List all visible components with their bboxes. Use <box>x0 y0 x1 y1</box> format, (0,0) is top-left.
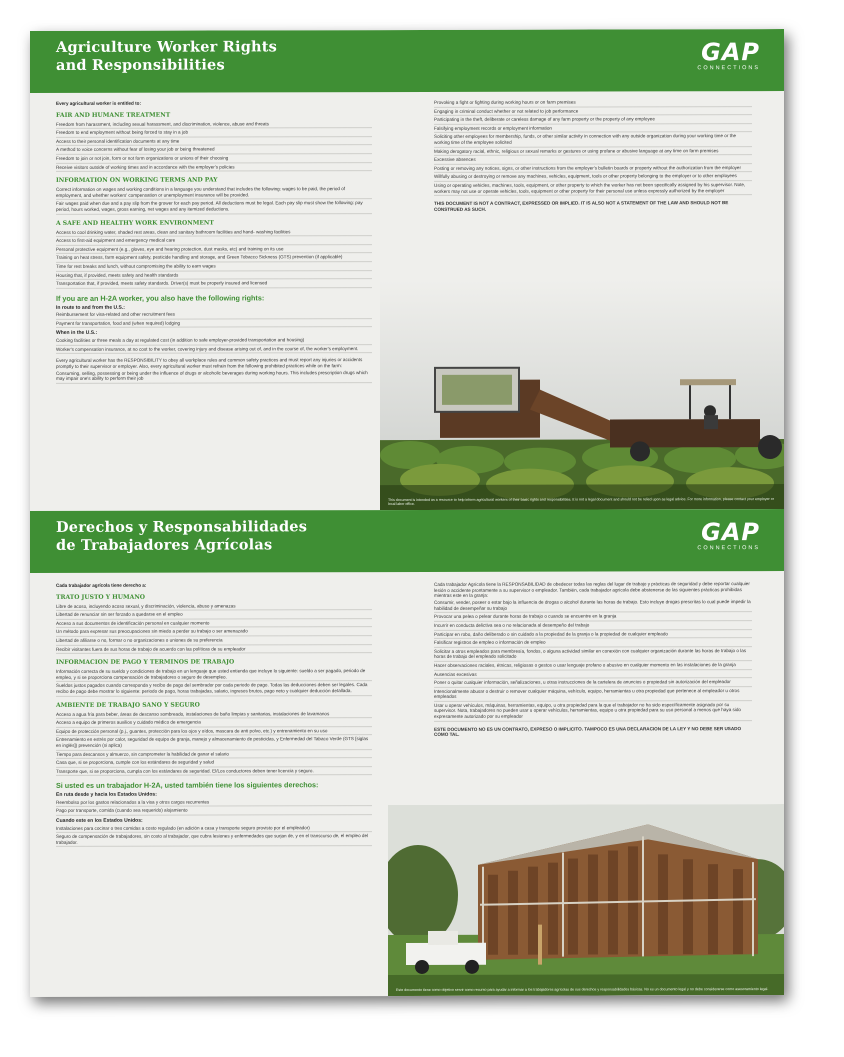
list-item: Fair wages paid when due and a pay slip from the grower for each pay period. All deductions must be legal. Each pay slip must show the following: pay period, hours worked, wages, gross earning, net wages and any itemized deductions. <box>56 200 372 214</box>
logo-mark: GAP <box>701 518 760 547</box>
list-item: Incurrir en conducta delictiva sea o no relacionada al desempeño del trabajo <box>434 622 752 630</box>
list-item: Participating in the theft, deliberate or careless damage of any farm property or the property of any employee <box>434 116 752 124</box>
list-item: Participar en robo, daño deliberado o sin cuidado a la propiedad de la granja o la propiedad de cualquier empleado <box>434 631 752 639</box>
subheading: When in the U.S.: <box>56 330 98 337</box>
english-right-column <box>434 99 752 214</box>
header-band-spanish <box>30 509 784 573</box>
tobacco-barn-photo <box>388 804 784 996</box>
list-item: Soliciting other employees for membership, funds, or other similar activity in connection with any outside organization during your working time or the working time of the employee solicited <box>434 133 752 147</box>
list-item: Falsificar registros de empleo o información de empleo <box>434 639 752 647</box>
list-item: Willfully abusing or destroying or remove any machines, vehicles, equipment, tools or other property belonging to the employer or to other employees <box>434 173 752 181</box>
gap-connections-logo <box>697 519 760 551</box>
english-left-column <box>56 100 372 385</box>
list-item: Housing that, if provided, meets safety and health standards <box>56 272 372 280</box>
list-item: Libre de acoso, incluyendo acoso sexual, y discriminación, violencia, abuso y amenazas <box>56 603 372 611</box>
list-item: Acceso a sus documentos de identificación personal en cualquier momento <box>56 620 372 628</box>
list-item: Entrenamiento en estrés por calor, seguridad de equipo de granja, manejo y almacenamiento de pesticidas, y Enfermedad del Tabaco Verde (GTS [siglas en inglés]) prevención (si aplica) <box>56 736 372 750</box>
list-item: Cooking facilities or three meals a day at regulated cost (in addition to safe employer-provided transportation and housing) <box>56 337 372 345</box>
header-band-english <box>30 29 784 93</box>
list-item: Solicitar a otros empleados para membresía, fondos, o alguna actividad similar en conexión con cualquier organización durante las horas de trabajo o las horas de trabajo del empleado solicitado <box>434 648 752 662</box>
h2a-title: If you are an H-2A worker, you also have the following rights: <box>56 293 265 303</box>
list-item: Acceso a agua fría para beber, áreas de descanso sombreado, instalaciones de baño limpias y sanitarias, instalaciones de lavamanos <box>56 711 372 719</box>
photo-caption: This document is intended as a resource to help inform agricultural workers of their basic rights and responsibilities. It is not a legal document and should not be relied upon as legal advice. For more information, please contact your employer or local labor office. <box>388 496 774 507</box>
intro-text: Every agricultural worker is entitled to: <box>56 100 142 106</box>
list-item: Poner o quitar cualquier información, señalizaciones, u otras instrucciones de la cartelera de anuncios o propiedad sin autorización del empleador <box>434 679 752 687</box>
responsibility-intro: Cada trabajador Agrícola tiene la RESPONSABILIDAD de obedecer todas las reglas del lugar de trabajo y prácticas de seguridad y debe reportar cualquier lesión o accidente prontamente a su supervisor o empleador. También, cada trabajador agrícola debe abstenerse de las siguientes prácticas prohibidas mientras este en la granja: <box>434 581 750 599</box>
intro-text: Cada trabajador agrícola tiene derecho a: <box>56 582 147 588</box>
list-item: Libertad de afiliarse o no, formar o no organizaciones o uniones de su preferencia <box>56 637 372 645</box>
list-item: Equipo de protección personal (p.j., guantes, protección para los ojos y oídos, mascara de anti polvo, etc.) y entrenamiento en su uso <box>56 728 372 736</box>
list-item: Freedom to join or not join, form or not form organizations or unions of their choosing <box>56 155 372 163</box>
list-item: Correct information on wages and working conditions in a language you understand that includes the following: wages to be paid, the period of employment, and whether workers' compensation or unemployment insurance will be provided. <box>56 186 372 200</box>
list-item: Pago por transporte, comida (cuando sea requerido) alojamiento <box>56 808 372 816</box>
document-page <box>30 29 784 997</box>
list-item: Instalaciones para cocinar o tres comidas a costo regulado (en adición a casa y transporte seguro provisto por el empleador) <box>56 825 372 833</box>
list-item: Un método para expresar sus preocupaciones sin miedo a perder su trabajo o ser amenazado <box>56 628 372 636</box>
list-item: Transportation that, if provided, meets safety standards. Driver(s) must be properly insured and licensed <box>56 280 372 288</box>
section-title: INFORMATION ON WORKING TERMS AND PAY <box>56 176 218 185</box>
list-item: Engaging in criminal conduct whether or not related to job performance <box>434 108 752 116</box>
list-item: Access to first-aid equipment and emergency medical care <box>56 237 372 245</box>
list-item: Ausencias excesivas <box>434 671 752 679</box>
title-line2: and Responsibilities <box>56 56 225 74</box>
list-item: Reimbursement for visa-related and other recruitment fees <box>56 311 372 319</box>
list-item: Recibir visitantes fuera de sus horas de trabajo de acuerdo con las políticas de su empleador <box>56 646 372 654</box>
harvester-photo <box>380 279 784 510</box>
page-title-english <box>56 38 277 75</box>
list-item: A method to voice concerns without fear of losing your job or being threatened <box>56 146 372 154</box>
section-title: INFORMACION DE PAGO Y TERMINOS DE TRABAJO <box>56 658 235 667</box>
section-title: AMBIENTE DE TRABAJO SANO Y SEGURO <box>56 701 200 709</box>
list-item: Consumir, vender, poseer o estar bajo la influencia de drogas o alcohol durante las horas de trabajo. Esto incluye drogas prescritas lo cual puede impedir la habilidad de desempeñar su trabajo <box>434 599 752 613</box>
list-item: Training on heat stress, farm equipment safety, pesticide handling and storage, and Green Tobacco Sickness (GTS) prevention (if applicable) <box>56 254 372 262</box>
list-item: Personal protective equipment (e.g., gloves, eye and hearing protection, dust masks, etc) and training on its use <box>56 246 372 254</box>
list-item: Tiempo para descansos y almuerzo, sin comprometer la habilidad de ganar el salario <box>56 751 372 759</box>
logo-mark: GAP <box>701 38 760 67</box>
list-item: Libertad de renunciar sin ser forzado a quedarse en el empleo <box>56 611 372 619</box>
title-line1: Derechos y Responsabilidades <box>56 518 308 536</box>
gap-connections-logo <box>697 39 760 71</box>
logo-sub: CONNECTIONS <box>697 65 760 72</box>
list-item: Freedom to end employment without being forced to stay in a job <box>56 129 372 137</box>
spanish-left-column <box>56 582 372 848</box>
list-item: Payment for transportation, food and (when required) lodging <box>56 320 372 328</box>
photo-caption: Este documento tiene como objetivo servir como recurso para ayudar a informar a los trabajadores agrícolas de sus derechos y responsabilidades básicas. No es un documento legal y no debe considerarse como asesoramiento legal. <box>396 987 769 993</box>
list-item: Consuming, selling, possessing or being under the influence of drugs or alcoholic beverages during working hours. This includes prescription drugs which may impair one's ability to perform their job <box>56 370 372 384</box>
page-title-spanish <box>56 518 307 555</box>
disclaimer: THIS DOCUMENT IS NOT A CONTRACT, EXPRESSED OR IMPLIED. IT IS ALSO NOT A STATEMENT OF THE LAW AND SHOULD NOT BE CONSTRUED AS SUCH. <box>434 200 729 212</box>
responsibility-intro: Every agricultural worker has the RESPONSIBILITY to obey all workplace rules and common safety practices and must report any injuries or accidents promptly to their supervisor or employer. Also, every agricultural worker must refrain from the following prohibited practices while on the farm: <box>56 357 363 369</box>
list-item: Casa que, si se proporciona, cumple con los estándares de seguridad y salud <box>56 759 372 767</box>
list-item: Freedom from harassment, including sexual harassment, and discrimination, violence, abuse and threats <box>56 121 372 129</box>
list-item: Worker's compensation insurance, at no cost to the worker, covering injury and disease arising out of, and in the course of, the worker's employment. <box>56 346 372 354</box>
list-item: Falsifying employment records or employment information <box>434 125 752 133</box>
title-line1: Agriculture Worker Rights <box>56 38 278 56</box>
list-item: Información correcta de su sueldo y condiciones de trabajo en un lenguaje que usted entienda que incluye lo siguiente: sueldo a ser pagado, periodo de empleo, y si se proporciona compensación de trabajadores o seguro de desempleo. <box>56 668 372 682</box>
list-item: Provoking a fight or fighting during working hours or on farm premises <box>434 99 752 107</box>
list-item: Hacer observaciones raciales, étnicas, religiosas o gestos o usar lenguaje profano o abusivo en cualquier momento en las instalaciones de la granja <box>434 662 752 670</box>
list-item: Excessive absences <box>434 156 752 164</box>
section-title: FAIR AND HUMANE TREATMENT <box>56 111 171 119</box>
list-item: Seguro de compensación de trabajadores, sin costo al trabajador, que cubra lesiones y enfermedades que surjan de, y en el transcurso de, el empleo del trabajador. <box>56 833 372 847</box>
subheading: En ruta desde y hacia los Estados Unidos: <box>56 791 157 799</box>
list-item: Transporte que, si se proporciona, cumpla con los estándares de seguridad. El/Los conductores deben tener licencia y seguro. <box>56 768 372 776</box>
list-item: Acceso a equipo de primeros auxilios y cuidado médico de emergencia <box>56 719 372 727</box>
list-item: Intencionalmente abusar o destruir o remover cualquier máquina, vehículo, equipo, herramientas u otra propiedad que pertenece al empleador u otros empleados <box>434 688 752 702</box>
list-item: Provocar una pelea o pelear durante horas de trabajo o cuando se encuentre en la granja <box>434 613 752 621</box>
section-title: A SAFE AND HEALTHY WORK ENVIRONMENT <box>56 219 214 227</box>
title-line2: de Trabajadores Agrícolas <box>56 536 273 554</box>
subheading: In route to and from the U.S.: <box>56 304 125 311</box>
list-item: Posting or removing any notices, signs, or other instructions from the employer's bulletin boards or property without the authorization from the employer <box>434 165 752 173</box>
disclaimer: ESTE DOCUMENTO NO ES UN CONTRATO, EXPRESO O IMPLICITO. TAMPOCO ES UNA DECLARACION DE LA LEY Y NO DEBE SER USADO COMO TAL. <box>434 725 742 738</box>
list-item: Making derogatory racial, ethnic, religious or sexual remarks or gestures or using profane or abusive language at any time on farm premises <box>434 148 752 156</box>
list-item: Access to their personal identification documents at any time <box>56 138 372 146</box>
list-item: Access to cool drinking water, shaded rest areas, clean and sanitary bathroom facilities and hand- washing facilities <box>56 229 372 237</box>
section-title: TRATO JUSTO Y HUMANO <box>56 593 146 601</box>
list-item: Sueldos justos pagados cuando corresponda y recibo de pago del sembrador por cada periodo de pago. Todas las deducciones deben ser legales. Cada recibo de pago debe mostrar lo siguiente: periodo de pago, horas trabajadas, salario, ingresos brutos, pago neto y cualquier deducción detallada. <box>56 682 372 696</box>
list-item: Receive visitors outside of working times and in accordance with the employer's policies <box>56 164 372 172</box>
logo-sub: CONNECTIONS <box>697 545 760 552</box>
list-item: Time for rest breaks and lunch, without compromising the ability to earn wages <box>56 263 372 271</box>
list-item: Using or operating vehicles, machines, tools, equipment, or other property to which the worker has not been specifically assigned by his supervisor. Note, workers may not use or operate vehicles, tools, equipment or other property for their personal use unless expressly authorized by the employer <box>434 182 752 196</box>
spanish-right-column <box>434 581 752 739</box>
list-item: Usar u operar vehículos, máquinas, herramientas, equipo, u otra propiedad para la que el trabajador no ha sido específicamente asignado por su supervisor. Nota, trabajadores no pueden usar u operar vehículos, herramientas, equipo u otra propiedad para su uso personal a menos que haya sido expresamente autorizado por su empleador <box>434 702 752 722</box>
list-item: Reembolso por los gastos relacionados a la visa y otros cargos recurrentes <box>56 799 372 807</box>
h2a-title: Si usted es un trabajador H-2A, usted también tiene los siguientes derechos: <box>56 780 319 791</box>
subheading: Cuando este en los Estados Unidos: <box>56 817 143 824</box>
